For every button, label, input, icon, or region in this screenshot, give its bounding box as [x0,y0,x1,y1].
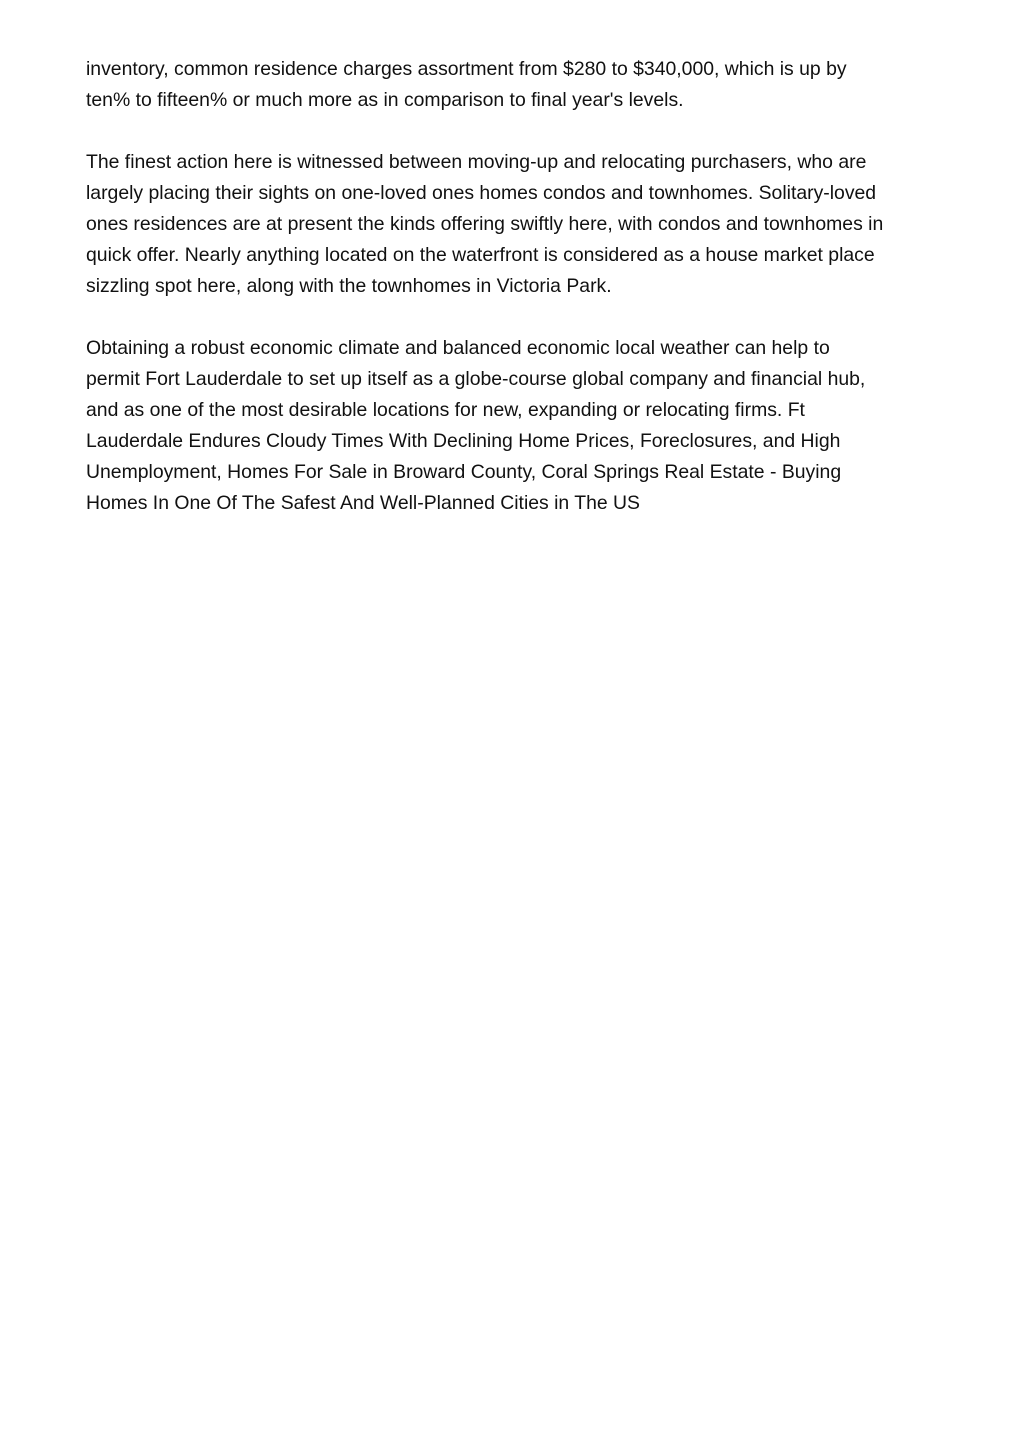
paragraph-line: inventory, common residence charges assortment from $280 to $340,000, which is up by [86,58,847,80]
paragraph-line: and as one of the most desirable locations for new, expanding or relocating firms. Ft [86,399,805,421]
paragraph-2 [86,147,946,302]
document-body [86,54,946,550]
paragraph-1 [86,54,946,116]
paragraph-line: sizzling spot here, along with the townhomes in Victoria Park. [86,275,612,297]
paragraph-line: Homes In One Of The Safest And Well-Planned Cities in The US [86,492,640,514]
paragraph-line: ten% to fifteen% or much more as in comparison to final year's levels. [86,89,684,111]
paragraph-line: The finest action here is witnessed between moving-up and relocating purchasers, who are [86,151,867,173]
paragraph-line: permit Fort Lauderdale to set up itself as a globe-course global company and financial hub, [86,368,866,390]
paragraph-line: Obtaining a robust economic climate and balanced economic local weather can help to [86,337,830,359]
paragraph-line: largely placing their sights on one-loved ones homes condos and townhomes. Solitary-loved [86,182,877,204]
paragraph-3 [86,333,946,519]
paragraph-line: ones residences are at present the kinds offering swiftly here, with condos and townhomes in [86,213,884,235]
paragraph-line: quick offer. Nearly anything located on the waterfront is considered as a house market place [86,244,875,266]
paragraph-line: Unemployment, Homes For Sale in Broward County, Coral Springs Real Estate - Buying [86,461,842,483]
paragraph-line: Lauderdale Endures Cloudy Times With Declining Home Prices, Foreclosures, and High [86,430,841,452]
